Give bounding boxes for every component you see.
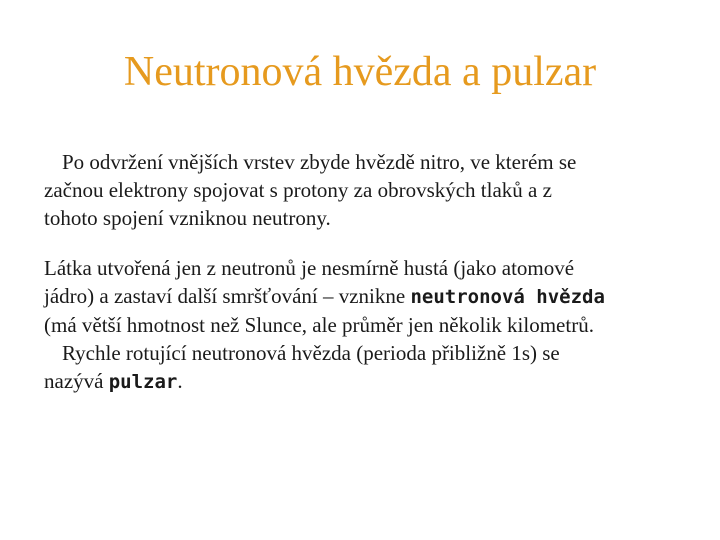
paragraph-2 bbox=[44, 254, 694, 396]
paragraph-2-line-4: Rychle rotující neutronová hvězda (perioda přibližně 1s) se bbox=[62, 341, 560, 365]
slide-title: Neutronová hvězda a pulzar bbox=[123, 49, 597, 95]
paragraph-1-line-2: začnou elektrony spojovat s protony za obrovských tlaků a z bbox=[44, 178, 552, 202]
paragraph-1-line-1: Po odvržení vnějších vrstev zbyde hvězdě nitro, ve kterém se bbox=[62, 150, 577, 174]
paragraph-2-line-5 bbox=[44, 367, 694, 396]
pulsar-term: pulzar bbox=[108, 371, 178, 393]
paragraph-2-line-2 bbox=[44, 282, 694, 311]
paragraph-2-line-2-text: jádro) a zastaví další smršťování – vznikne bbox=[44, 284, 411, 308]
paragraph-2-line-1: Látka utvořená jen z neutronů je nesmírně hustá (jako atomové bbox=[44, 256, 575, 280]
paragraph-2-line-5-end: . bbox=[177, 369, 183, 393]
paragraph-2-line-3: (má větší hmotnost než Slunce, ale průměr jen několik kilometrů. bbox=[44, 313, 594, 337]
neutron-star-term: neutronová hvězda bbox=[410, 286, 605, 308]
paragraph-1-line-3: tohoto spojení vzniknou neutrony. bbox=[44, 206, 331, 230]
paragraph-1 bbox=[44, 148, 694, 232]
paragraph-2-line-5-text: nazývá bbox=[44, 369, 109, 393]
